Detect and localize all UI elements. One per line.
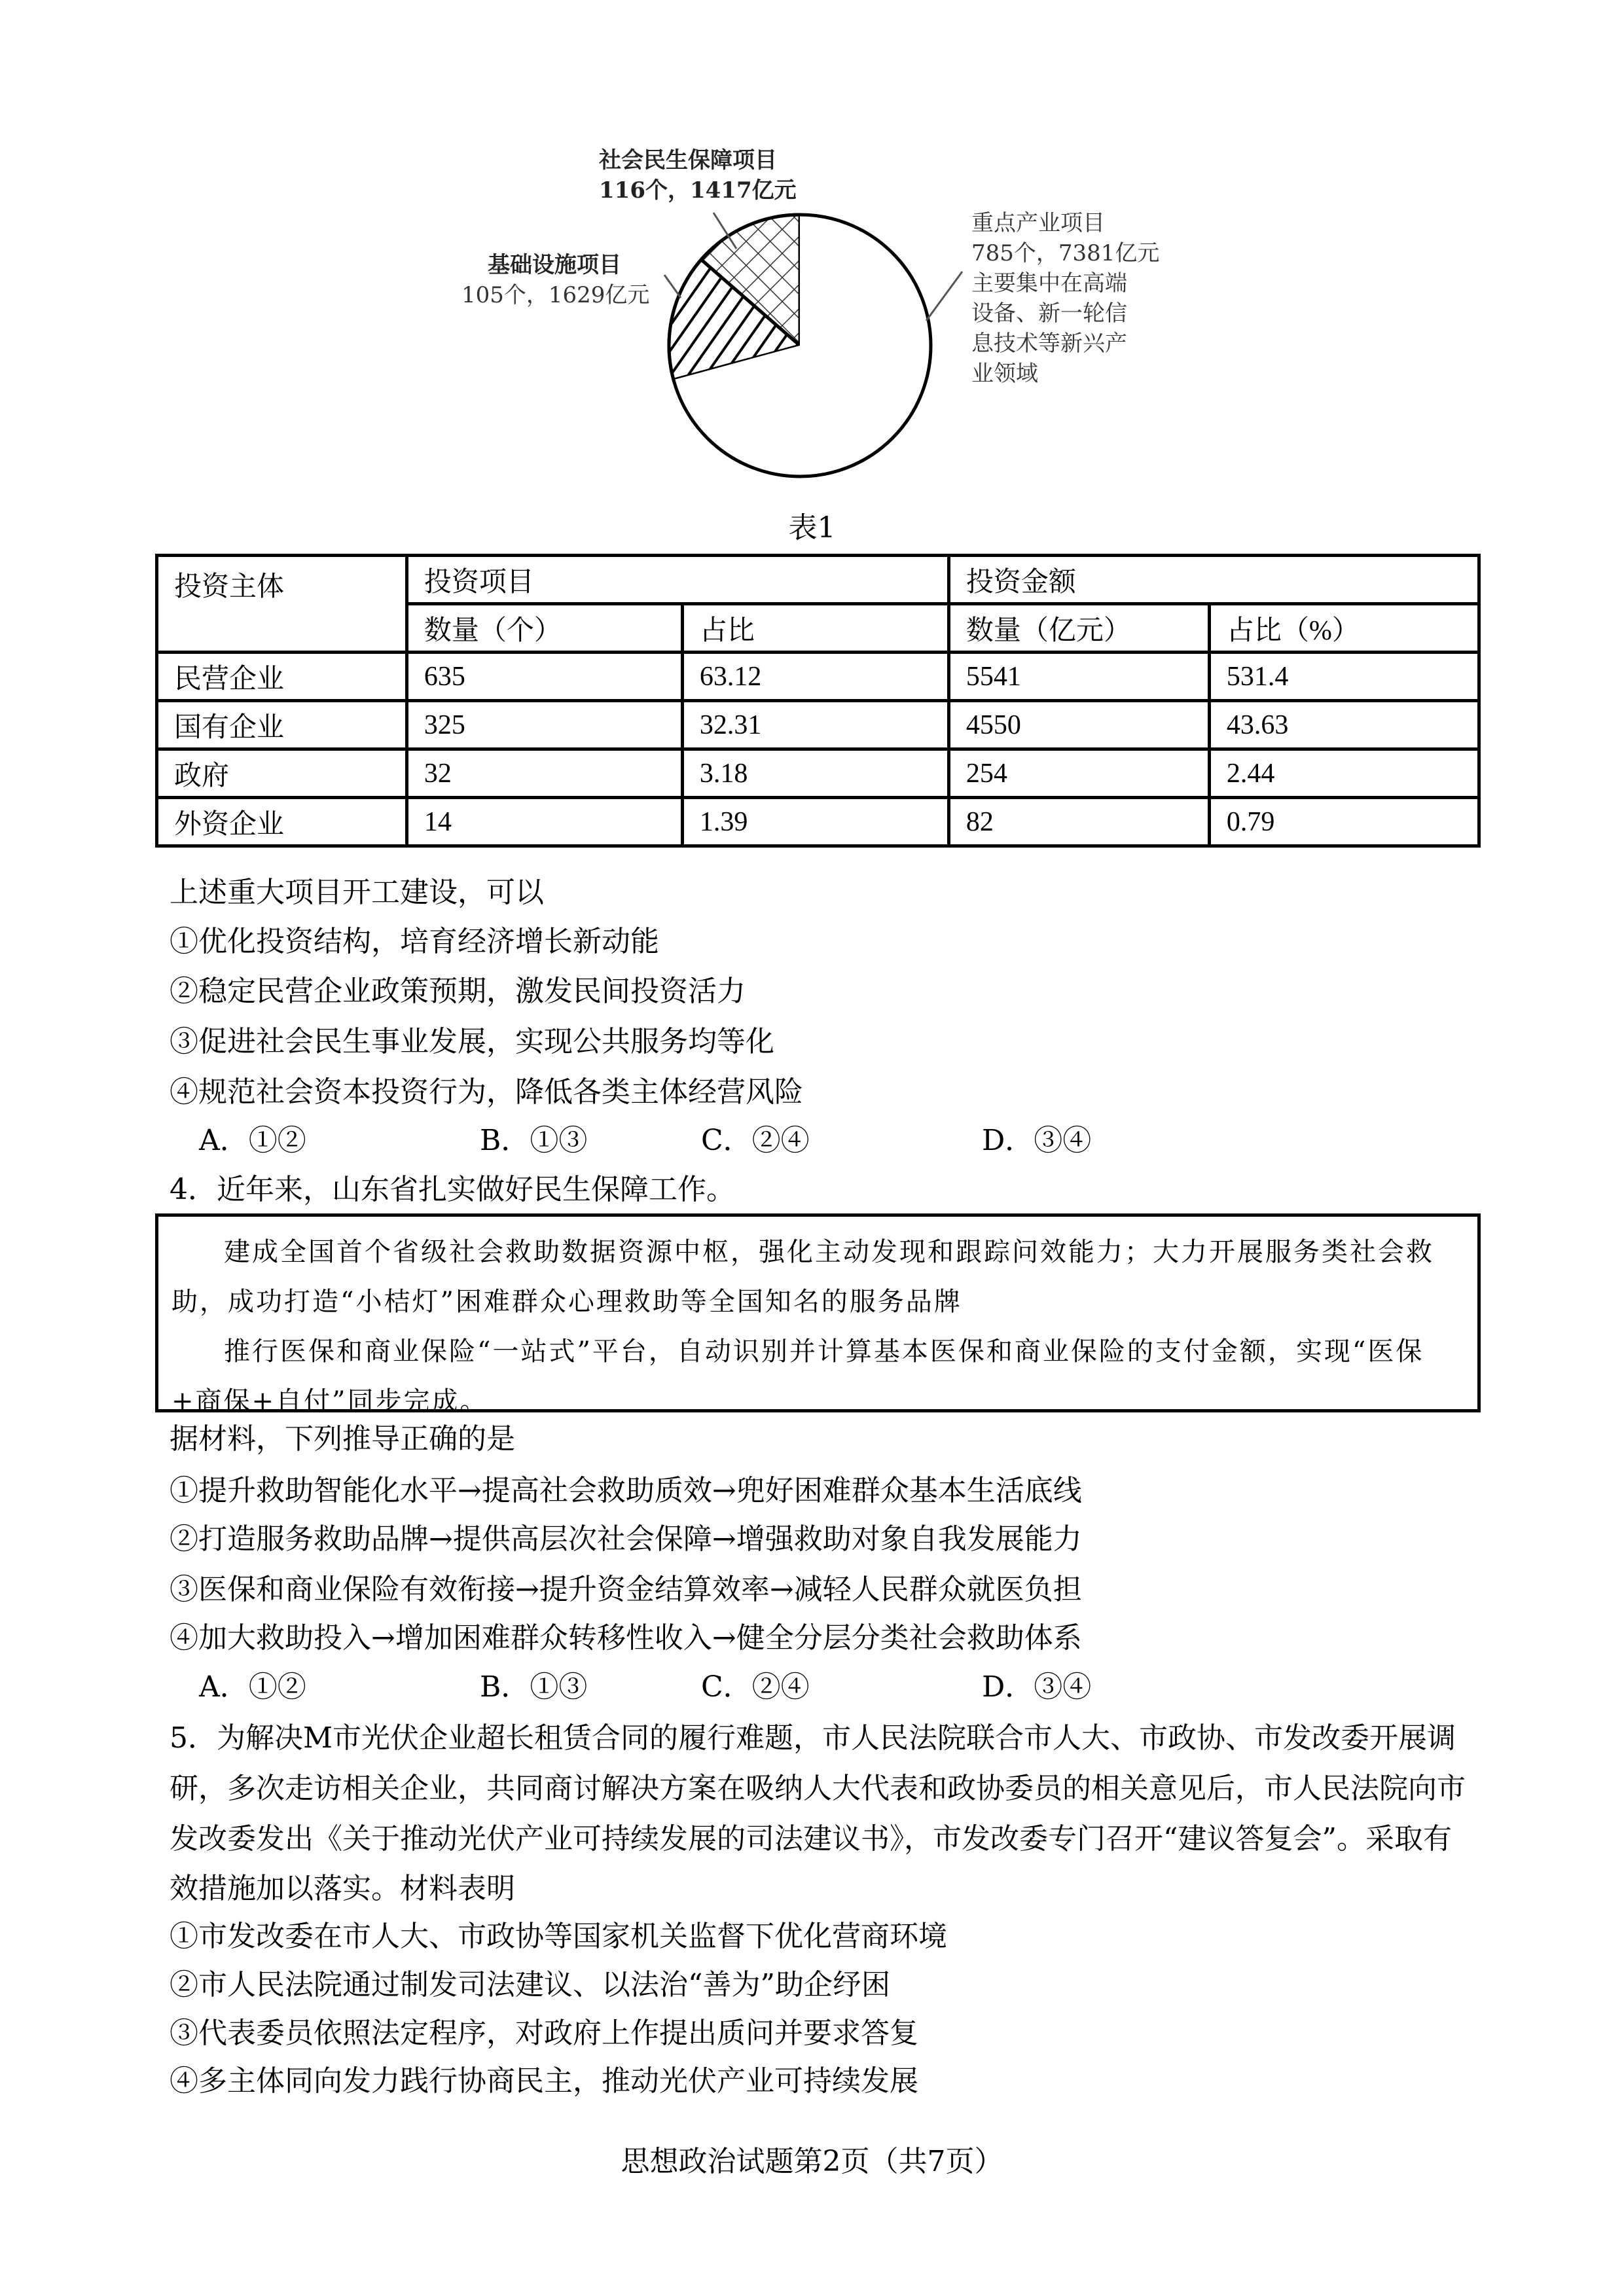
table-cell: 4550 — [948, 701, 1209, 749]
table-cell: 32.31 — [682, 701, 948, 749]
q5-stem-line: 5．为解决M市光伏企业超长租赁合同的履行难题，市人民法院联合市人大、市政协、市发改委开展调 — [170, 1721, 1456, 1755]
pie-value-industry: 785个，7381亿元 — [971, 240, 1160, 266]
table-cell: 2.44 — [1209, 749, 1479, 798]
q4-option-c[interactable]: C．②④ — [701, 1670, 810, 1704]
table-cell: 外资企业 — [157, 798, 407, 846]
q4-option-a[interactable]: A．①② — [199, 1670, 306, 1704]
q5-item: ②市人民法院通过制发司法建议、以法治“善为”助企纾困 — [170, 1968, 890, 2001]
table-cell: 43.63 — [1209, 701, 1479, 749]
table-cell: 531.4 — [1209, 653, 1479, 701]
q5-stem-line: 发改委发出《关于推动光伏产业可持续发展的司法建议书》，市发改委专门召开“建议答复会”。采取有 — [170, 1822, 1452, 1856]
q5-item: ④多主体同向发力践行协商民主，推动光伏产业可持续发展 — [170, 2064, 918, 2098]
pie-note-line: 主要集中在高端 — [971, 270, 1127, 296]
table-header-row — [157, 556, 1479, 604]
table-row — [157, 653, 1479, 701]
leader-line-infra — [664, 275, 681, 298]
header-amount: 投资金额 — [948, 556, 1479, 604]
table-cell: 政府 — [157, 749, 407, 798]
q4-item: ②打造服务救助品牌→提供高层次社会保障→增强救助对象自我发展能力 — [170, 1522, 1082, 1556]
q3-item: ③促进社会民生事业发展，实现公共服务均等化 — [170, 1025, 774, 1058]
pie-note-line: 息技术等新兴产 — [971, 331, 1127, 357]
q3-item: ①优化投资结构，培育经济增长新动能 — [170, 925, 659, 958]
pie-label-social: 社会民生保障项目 — [599, 147, 777, 173]
q4-stem: 4．近年来，山东省扎实做好民生保障工作。 — [170, 1173, 735, 1206]
q5-item: ③代表委员依照法定程序，对政府上作提出质问并要求答复 — [170, 2017, 918, 2050]
q5-stem-line: 研，多次走访相关企业，共同商讨解决方案在吸纳人大代表和政协委员的相关意见后，市人民法院向市 — [170, 1772, 1466, 1805]
q4-ask: 据材料，下列推导正确的是 — [170, 1422, 515, 1456]
pie-chart — [0, 0, 1624, 524]
table-cell: 3.18 — [682, 749, 948, 798]
pie-note-line: 业领域 — [971, 361, 1038, 387]
q3-option-c[interactable]: C．②④ — [701, 1124, 810, 1157]
q4-item: ①提升救助智能化水平→提高社会救助质效→兜好困难群众基本生活底线 — [170, 1474, 1082, 1507]
pie-value-infra: 105个，1629亿元 — [461, 282, 650, 308]
table-cell: 32 — [406, 749, 682, 798]
header-projects: 投资项目 — [406, 556, 948, 604]
q4-item: ④加大救助投入→增加困难群众转移性收入→健全分层分类社会救助体系 — [170, 1621, 1082, 1655]
q3-option-d[interactable]: D．③④ — [982, 1124, 1092, 1157]
table-cell: 82 — [948, 798, 1209, 846]
q4-option-b[interactable]: B．①③ — [480, 1670, 588, 1704]
table-cell: 5541 — [948, 653, 1209, 701]
table-cell: 635 — [406, 653, 682, 701]
table-cell: 0.79 — [1209, 798, 1479, 846]
subheader-cell: 占比（%） — [1209, 604, 1479, 653]
table-cell: 254 — [948, 749, 1209, 798]
q4-material-box — [155, 1213, 1481, 1416]
table-row — [157, 798, 1479, 846]
page-footer: 思想政治试题第2页（共7页） — [621, 2145, 1003, 2178]
pie-label-infra: 基础设施项目 — [488, 252, 621, 278]
q3-item: ②稳定民营企业政策预期，激发民间投资活力 — [170, 975, 746, 1008]
q5-item: ①市发改委在市人大、市政协等国家机关监督下优化营商环境 — [170, 1920, 947, 1953]
table-caption: 表1 — [788, 511, 836, 545]
table-cell: 63.12 — [682, 653, 948, 701]
table-row — [157, 701, 1479, 749]
q3-option-b[interactable]: B．①③ — [480, 1124, 588, 1157]
header-subject: 投资主体 — [157, 556, 407, 653]
table-cell: 1.39 — [682, 798, 948, 846]
table-row — [157, 749, 1479, 798]
subheader-cell: 占比 — [682, 604, 948, 653]
subheader-cell: 数量（个） — [406, 604, 682, 653]
pie-note-line: 设备、新一轮信 — [971, 300, 1127, 327]
leader-line-industry — [926, 272, 962, 321]
q5-stem-line: 效措施加以落实。材料表明 — [170, 1872, 515, 1905]
q4-option-d[interactable]: D．③④ — [982, 1670, 1092, 1704]
table-cell: 325 — [406, 701, 682, 749]
q4-material-paragraph: 推行医保和商业保险“一站式”平台，自动识别并计算基本医保和商业保险的支付金额，实现“医保+商保+自付”同步完成。 — [171, 1336, 1424, 1416]
q3-option-a[interactable]: A．①② — [199, 1124, 306, 1157]
table-cell: 民营企业 — [157, 653, 407, 701]
investment-table — [155, 554, 1481, 848]
pie-label-industry: 重点产业项目 — [971, 210, 1105, 236]
q3-stem: 上述重大项目开工建设，可以 — [170, 876, 544, 909]
pie-value-social: 116个，1417亿元 — [599, 177, 797, 204]
q4-material-paragraph: 建成全国首个省级社会救助数据资源中枢，强化主动发现和跟踪问效能力；大力开展服务类社会救助，成功打造“小桔灯”困难群众心理救助等全国知名的服务品牌 — [171, 1237, 1434, 1317]
q3-item: ④规范社会资本投资行为，降低各类主体经营风险 — [170, 1075, 803, 1109]
table-cell: 14 — [406, 798, 682, 846]
table-cell: 国有企业 — [157, 701, 407, 749]
q4-item: ③医保和商业保险有效衔接→提升资金结算效率→减轻人民群众就医负担 — [170, 1573, 1082, 1606]
subheader-cell: 数量（亿元） — [948, 604, 1209, 653]
